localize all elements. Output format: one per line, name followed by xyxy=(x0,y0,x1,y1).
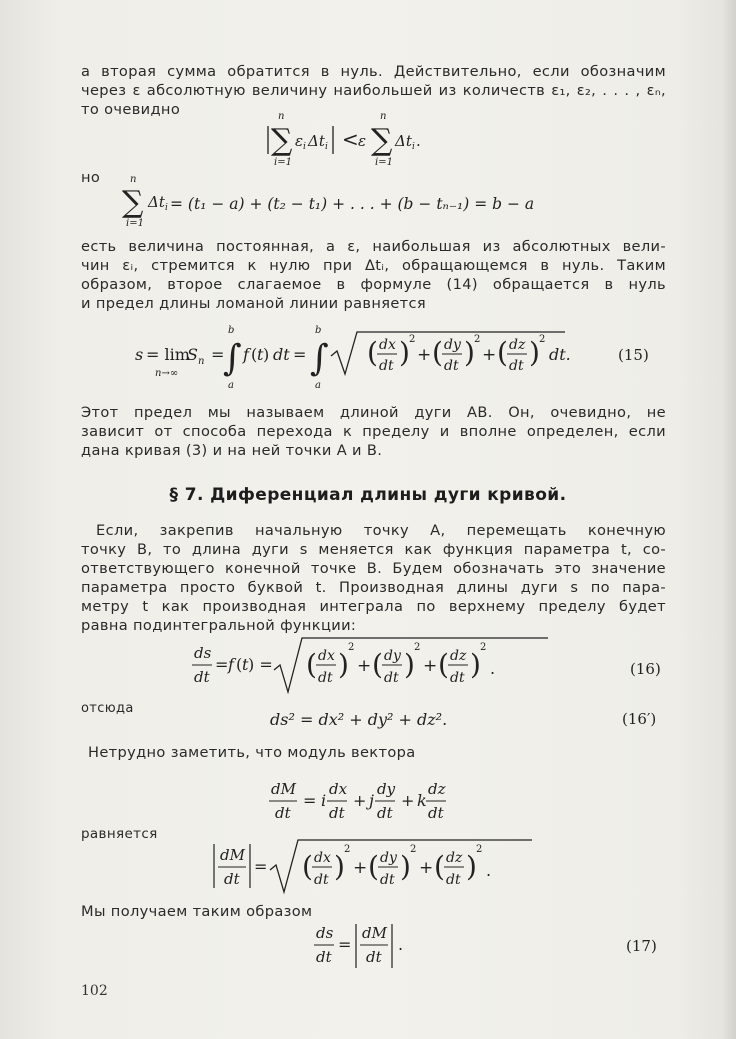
svg-text:dt: dt xyxy=(314,872,329,888)
word-otsyuda: отсюда xyxy=(81,701,134,716)
svg-text:2: 2 xyxy=(480,642,487,653)
svg-text:i: i xyxy=(303,142,306,152)
svg-text:dz: dz xyxy=(450,648,467,664)
svg-text:i=1: i=1 xyxy=(274,157,292,168)
paragraph-line: равна подинтегральной функции: xyxy=(81,617,357,634)
sum-inequality-formula xyxy=(240,110,490,170)
svg-text:b: b xyxy=(228,325,235,336)
svg-text:f: f xyxy=(228,655,234,674)
svg-text:dt: dt xyxy=(450,670,465,686)
svg-text:dt: dt xyxy=(379,358,394,374)
paragraph-line: есть величина постоянная, а ε, наибольшая из абсолютных вели- xyxy=(81,238,666,255)
svg-text:.: . xyxy=(486,861,492,880)
paragraph-line: Этот предел мы называем длиной дуги AB. Он, очевидно, не xyxy=(81,404,666,421)
svg-text:ε: ε xyxy=(295,132,304,150)
svg-text:2: 2 xyxy=(344,844,351,855)
svg-text:dz: dz xyxy=(509,337,526,353)
svg-text:(: ( xyxy=(432,336,443,369)
svg-text:=: = xyxy=(215,655,229,674)
svg-text:i=1: i=1 xyxy=(126,218,144,228)
svg-text:dx: dx xyxy=(314,850,331,866)
svg-text:ds: ds xyxy=(316,924,334,942)
svg-text:n: n xyxy=(130,174,137,185)
svg-text:dz: dz xyxy=(446,850,463,866)
paragraph-line: Нетрудно заметить, что модуль вектора xyxy=(88,744,416,761)
svg-text:n: n xyxy=(380,111,387,122)
svg-text:=: = xyxy=(338,935,352,954)
svg-text:): ) xyxy=(466,850,477,883)
paragraph-line: точку B, то длина дуги s меняется как функция параметра t, со- xyxy=(81,541,666,558)
svg-text:dM: dM xyxy=(362,924,387,942)
svg-text:(: ( xyxy=(372,648,383,681)
svg-text:(: ( xyxy=(251,345,258,364)
svg-text:dt.: dt. xyxy=(549,345,571,364)
equation-number-15: (15) xyxy=(618,346,649,364)
svg-text:dt: dt xyxy=(194,668,210,686)
svg-text:(: ( xyxy=(236,655,243,674)
ds-squared-formula: ds² = dx² + dy² + dz². xyxy=(270,710,448,729)
svg-text:(: ( xyxy=(497,336,508,369)
ds-dt-formula xyxy=(190,632,570,700)
svg-text:n→∞: n→∞ xyxy=(155,368,179,379)
page-number: 102 xyxy=(81,983,108,999)
equation-number-16-prime: (16′) xyxy=(622,710,657,728)
svg-text:dy: dy xyxy=(380,850,397,866)
svg-text:j: j xyxy=(369,791,374,810)
svg-text:=: = xyxy=(293,345,307,364)
svg-text:dt: dt xyxy=(275,804,291,822)
svg-text:dy: dy xyxy=(377,780,396,798)
svg-text:dx: dx xyxy=(318,648,335,664)
svg-text:dt: dt xyxy=(380,872,395,888)
svg-text:(: ( xyxy=(438,648,449,681)
svg-text:2: 2 xyxy=(414,642,421,653)
svg-text:i: i xyxy=(325,142,328,152)
dM-dt-modulus-formula xyxy=(210,834,560,898)
svg-text:dM: dM xyxy=(220,846,245,864)
svg-text:): ) xyxy=(529,336,540,369)
svg-text:.: . xyxy=(416,132,421,150)
svg-text:dt: dt xyxy=(444,358,459,374)
svg-text:): ) xyxy=(334,850,345,883)
svg-text:s: s xyxy=(135,345,144,364)
svg-text:n: n xyxy=(278,111,285,122)
svg-text:a: a xyxy=(228,380,234,391)
paragraph-line: а вторая сумма обратится в нуль. Действительно, если обозначим xyxy=(81,63,666,80)
svg-text:a: a xyxy=(315,380,321,391)
equation-number-17: (17) xyxy=(626,937,657,955)
paragraph-line: чин εᵢ, стремится к нулю при Δtᵢ, обращающемся в нуль. Таким xyxy=(81,257,666,274)
svg-text:(: ( xyxy=(302,850,313,883)
paragraph-line: то очевидно xyxy=(81,101,181,118)
paragraph-line: Если, закрепив начальную точку A, перемещать конечную xyxy=(96,522,666,539)
svg-text:(: ( xyxy=(434,850,445,883)
svg-text:i=1: i=1 xyxy=(375,157,393,168)
paragraph-line: метру t как производная интеграла по верхнему пределу будет xyxy=(81,598,666,615)
svg-text:f: f xyxy=(243,345,249,364)
svg-text:+: + xyxy=(417,345,432,365)
svg-text:dt: dt xyxy=(384,670,399,686)
svg-text:dt: dt xyxy=(428,804,444,822)
svg-text:dM: dM xyxy=(271,780,296,798)
paragraph-line: параметра просто буквой t. Производная длины дуги s по пара- xyxy=(81,579,666,596)
svg-text:dt: dt xyxy=(273,345,290,364)
svg-text:dt: dt xyxy=(366,948,382,966)
svg-text:(: ( xyxy=(306,648,317,681)
svg-text:+: + xyxy=(423,656,438,676)
word-no: но xyxy=(81,169,101,186)
svg-text:∫: ∫ xyxy=(223,338,242,379)
svg-text:ε: ε xyxy=(358,132,367,150)
svg-text:S: S xyxy=(187,345,198,364)
ds-dt-modulus-formula xyxy=(312,918,442,974)
svg-text:+: + xyxy=(419,858,434,878)
svg-text:∑: ∑ xyxy=(271,123,293,158)
svg-text:dx: dx xyxy=(379,337,396,353)
svg-text:t: t xyxy=(242,655,249,674)
svg-text:∫: ∫ xyxy=(310,338,329,379)
svg-text:.: . xyxy=(398,935,404,954)
svg-text:dt: dt xyxy=(316,948,332,966)
svg-text:=: = xyxy=(211,345,225,364)
svg-text:+: + xyxy=(357,656,372,676)
section-heading: § 7. Диференциал длины дуги кривой. xyxy=(169,485,567,505)
svg-text:2: 2 xyxy=(539,334,546,345)
svg-text:dt: dt xyxy=(377,804,393,822)
svg-text:dt: dt xyxy=(446,872,461,888)
sum-delta-t-expansion: = (t₁ − a) + (t₂ − t₁) + . . . + (b − tₙ₋₁) = b − a xyxy=(170,195,535,213)
svg-text:Δt: Δt xyxy=(395,132,412,150)
svg-text:dy: dy xyxy=(444,337,461,353)
svg-text:Δt: Δt xyxy=(308,132,325,150)
svg-text:<: < xyxy=(342,127,359,151)
svg-text:dx: dx xyxy=(329,780,348,798)
svg-text:2: 2 xyxy=(474,334,481,345)
svg-text:): ) xyxy=(464,336,475,369)
svg-text:dz: dz xyxy=(428,780,446,798)
paragraph-line: Мы получаем таким образом xyxy=(81,903,313,920)
svg-text:): ) xyxy=(263,345,270,364)
svg-text:2: 2 xyxy=(348,642,355,653)
paragraph-line: и предел длины ломаной линии равняется xyxy=(81,295,427,312)
svg-text:i: i xyxy=(412,142,415,152)
word-ravnyaetsya: равняется xyxy=(81,826,158,842)
svg-text:∑: ∑ xyxy=(122,185,144,220)
svg-text:+: + xyxy=(482,345,497,365)
svg-text:i: i xyxy=(321,791,327,810)
svg-text:) =: ) = xyxy=(248,655,273,674)
svg-text:(: ( xyxy=(368,850,379,883)
svg-text:): ) xyxy=(470,648,481,681)
paragraph-line: через ε абсолютную величину наибольшей из количеств ε₁, ε₂, . . . , εₙ, xyxy=(81,82,666,99)
svg-text:): ) xyxy=(399,336,410,369)
dM-dt-vector-formula xyxy=(265,774,505,830)
svg-text:): ) xyxy=(338,648,349,681)
svg-text:dt: dt xyxy=(329,804,345,822)
svg-text:Δt: Δt xyxy=(148,193,165,211)
svg-text:2: 2 xyxy=(410,844,417,855)
svg-text:.: . xyxy=(490,659,496,678)
svg-text:i: i xyxy=(165,203,168,213)
paragraph-line: ответствующего конечной точке B. Будем обозначать это значение xyxy=(81,560,666,577)
svg-text:∑: ∑ xyxy=(371,123,393,158)
svg-text:=: = xyxy=(303,791,317,810)
paragraph-line: дана кривая (3) и на ней точки A и B. xyxy=(81,442,383,459)
equation-number-16: (16) xyxy=(630,660,661,678)
svg-text:b: b xyxy=(315,325,322,336)
svg-text:t: t xyxy=(257,345,264,364)
paragraph-line: зависит от способа перехода к пределу и вполне определен, если xyxy=(81,423,666,440)
svg-text:): ) xyxy=(400,850,411,883)
page-edge-shadow xyxy=(722,0,736,1039)
svg-text:ds: ds xyxy=(194,644,212,662)
svg-text:n: n xyxy=(198,356,205,367)
svg-text:dt: dt xyxy=(224,870,240,888)
arc-length-limit-formula xyxy=(135,318,615,394)
svg-text:): ) xyxy=(404,648,415,681)
svg-text:+: + xyxy=(353,858,368,878)
svg-text:2: 2 xyxy=(409,334,416,345)
svg-text:=: = xyxy=(254,857,268,876)
svg-text:k: k xyxy=(417,791,427,810)
svg-text:dt: dt xyxy=(318,670,333,686)
svg-text:+: + xyxy=(401,791,415,810)
svg-text:dy: dy xyxy=(384,648,401,664)
svg-text:dt: dt xyxy=(509,358,524,374)
svg-text:2: 2 xyxy=(476,844,483,855)
svg-text:(: ( xyxy=(367,336,378,369)
svg-text:= lim: = lim xyxy=(146,345,190,364)
svg-text:+: + xyxy=(353,791,367,810)
paragraph-line: образом, второе слагаемое в формуле (14) обращается в нуль xyxy=(81,276,666,293)
